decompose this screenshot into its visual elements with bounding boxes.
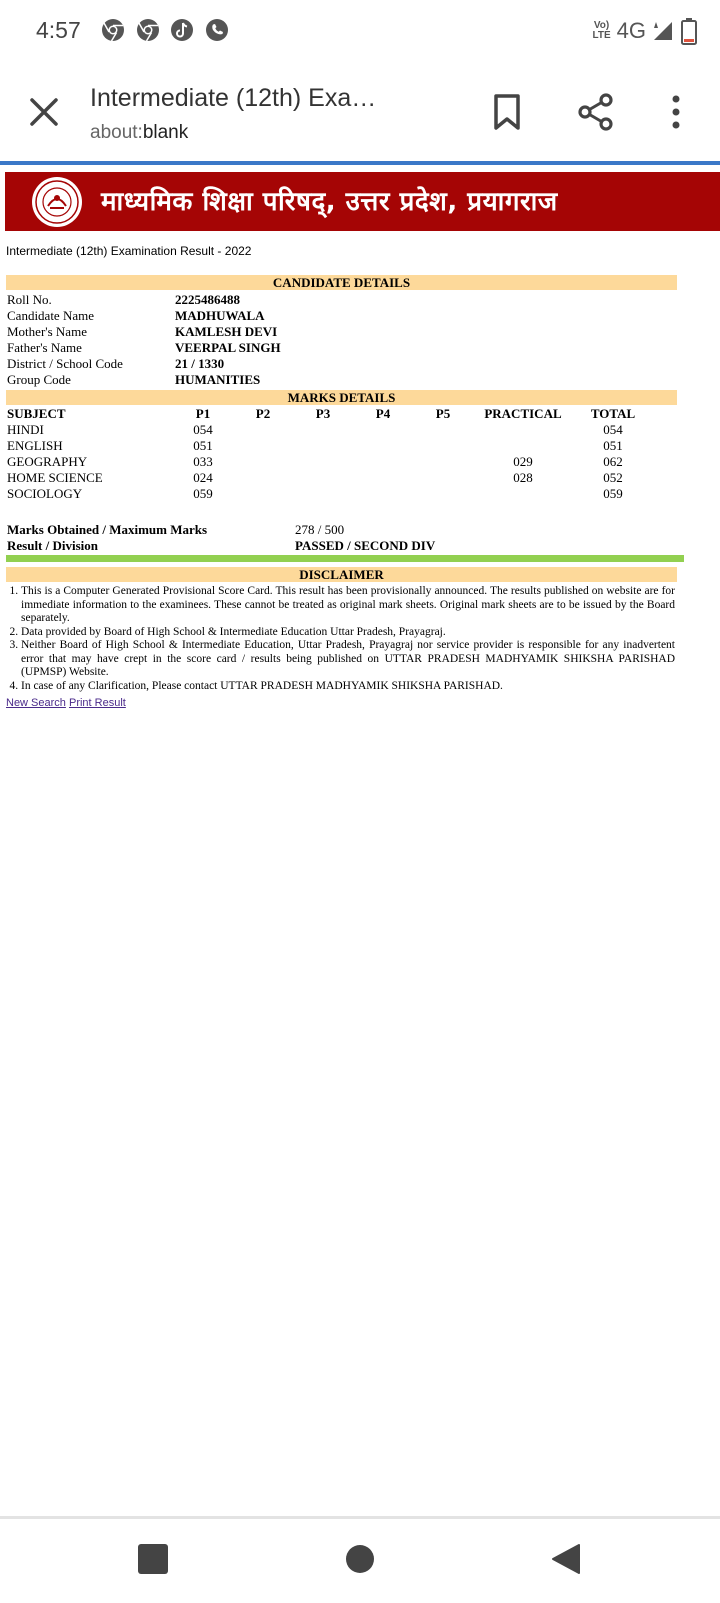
volte-indicator: Vo) LTE (592, 20, 611, 41)
exam-title: Intermediate (12th) Examination Result - 2022 (6, 244, 252, 258)
marks-cell: 054 (193, 422, 213, 437)
marks-cell: 051 (193, 438, 213, 453)
marks-column-header: PRACTICAL (484, 406, 562, 421)
father-name-label: Father's Name (7, 340, 82, 355)
phone-icon (205, 18, 229, 42)
network-type: 4G (616, 18, 646, 43)
disclaimer-header: DISCLAIMER (6, 567, 677, 582)
marks-column-header: P5 (435, 406, 451, 421)
result-actions (6, 697, 126, 709)
disclaimer-item: 1. This is a Computer Generated Provisional Score Card. This result has been provisionally announced. The results published on website are for immediate information to the examinees. These cannot be treated as original mark sheets. Original mark sheets are to be issued by the Board separately. (21, 585, 675, 626)
father-name-value: VEERPAL SINGH (175, 340, 281, 355)
marks-subject-cell: ENGLISH (7, 438, 63, 453)
disclaimer-item: 4. In case of any Clarification, Please contact UTTAR PRADESH MADHYAMIK SHIKSHA PARISHAD. (21, 680, 675, 694)
recents-icon[interactable] (137, 1543, 169, 1575)
marks-column-header: P4 (375, 406, 391, 421)
disclaimer-list (6, 585, 675, 693)
system-navigation-bar (0, 1516, 720, 1603)
status-time: 4:57 (36, 17, 81, 43)
marks-subject-cell: SOCIOLOGY (7, 486, 83, 501)
board-name: माध्यमिक शिक्षा परिषद्, उत्तर प्रदेश, प्रयागराज (101, 187, 558, 217)
marks-cell: 029 (513, 454, 533, 469)
marks-column-header: P2 (255, 406, 271, 421)
chrome-icon (101, 18, 125, 42)
custom-tab-toolbar (0, 62, 720, 158)
disclaimer-item: 2. Data provided by Board of High School & Intermediate Education Uttar Pradesh, Prayagraj. (21, 626, 675, 640)
candidate-name-value: MADHUWALA (175, 308, 265, 323)
marks-cell: 062 (603, 454, 623, 469)
more-options-icon[interactable] (656, 92, 696, 132)
marks-column-header: P1 (195, 406, 211, 421)
marks-cell: 054 (603, 422, 623, 437)
marks-cell: 059 (603, 486, 623, 501)
roll-no-label: Roll No. (7, 292, 52, 307)
mother-name-value: KAMLESH DEVI (175, 324, 278, 339)
marks-cell: 024 (193, 470, 213, 485)
back-icon[interactable] (550, 1543, 582, 1575)
candidate-details-header: CANDIDATE DETAILS (6, 275, 677, 290)
marks-cell: 028 (513, 470, 533, 485)
marks-subject-cell: HOME SCIENCE (7, 470, 103, 485)
marks-column-header: SUBJECT (7, 406, 66, 421)
mother-name-label: Mother's Name (7, 324, 87, 339)
marks-cell: 059 (193, 486, 213, 501)
marks-subject-cell: HINDI (7, 422, 44, 437)
roll-no-value: 2225486488 (175, 292, 240, 307)
result-division-label: Result / Division (7, 538, 99, 553)
new-search-link[interactable]: New Search (6, 697, 66, 709)
page-title: Intermediate (12th) Exa… (90, 84, 377, 112)
tiktok-icon (170, 18, 194, 42)
home-icon[interactable] (344, 1543, 376, 1575)
district-school-code-label: District / School Code (7, 356, 123, 371)
marks-column-header: TOTAL (590, 406, 636, 421)
status-indicators (592, 16, 698, 46)
signal-icon (652, 20, 674, 42)
status-bar (0, 0, 720, 62)
chrome-icon (136, 18, 160, 42)
marks-obtained-label: Marks Obtained / Maximum Marks (7, 522, 208, 537)
page-load-progress (0, 161, 720, 165)
page-url: about:blank (90, 122, 189, 143)
battery-icon (680, 17, 698, 45)
bookmark-icon[interactable] (487, 92, 527, 132)
result-status-bar (6, 555, 684, 562)
board-logo-icon (31, 176, 83, 228)
result-division-value: PASSED / SECOND DIV (295, 538, 436, 553)
board-banner (5, 172, 720, 231)
district-school-code-value: 21 / 1330 (175, 356, 225, 371)
print-result-link[interactable]: Print Result (68, 697, 126, 709)
disclaimer-item: 3. Neither Board of High School & Intermediate Education, Uttar Pradesh, Prayagraj nor service provider is responsible for any inadvertent error that may have crept in the score card / results being published on UTTAR PRADESH MADHYAMIK SHIKSHA PARISHAD (UPMSP) Website. (21, 639, 675, 680)
group-code-label: Group Code (7, 372, 71, 387)
marks-column-header: P3 (315, 406, 331, 421)
candidate-name-label: Candidate Name (7, 308, 94, 323)
close-icon[interactable] (26, 94, 62, 130)
marks-details-header: MARKS DETAILS (6, 390, 677, 405)
share-icon[interactable] (576, 92, 616, 132)
marks-cell: 051 (603, 438, 623, 453)
marks-subject-cell: GEOGRAPHY (7, 454, 88, 469)
marks-cell: 052 (603, 470, 623, 485)
marks-obtained-value: 278 / 500 (295, 522, 345, 537)
marks-cell: 033 (193, 454, 213, 469)
group-code-value: HUMANITIES (175, 372, 261, 387)
